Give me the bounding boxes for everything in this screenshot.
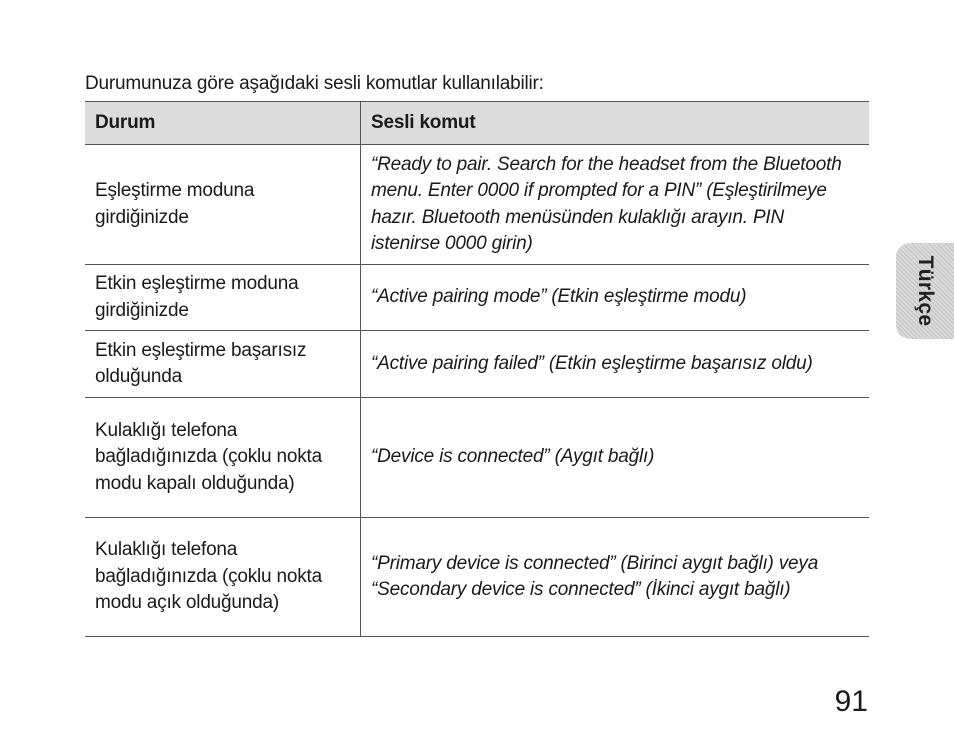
table-row (85, 265, 869, 331)
page-number: 91 (834, 685, 868, 718)
status-cell: Etkin eşleştirme başarısız olduğunda (85, 331, 361, 398)
table-row (85, 398, 869, 518)
command-cell: “Device is connected” (Aygıt bağlı) (361, 398, 870, 518)
command-cell: “Active pairing mode” (Etkin eşleştirme modu) (361, 265, 870, 331)
table-row (85, 331, 869, 398)
intro-text: Durumunuza göre aşağıdaki sesli komutlar kullanılabilir: (85, 73, 544, 94)
table-row (85, 518, 869, 637)
table-row (85, 145, 869, 265)
table-body (85, 145, 869, 637)
status-cell: Eşleştirme moduna girdiğinizde (85, 145, 361, 265)
command-cell: “Primary device is connected” (Birinci aygıt bağlı) veya “Secondary device is connected” (İkinci aygıt bağlı) (361, 518, 870, 637)
status-cell: Etkin eşleştirme moduna girdiğinizde (85, 265, 361, 331)
table-header (85, 102, 869, 145)
language-side-tab (896, 243, 954, 339)
header-row (85, 102, 869, 145)
column-header-status: Durum (85, 102, 361, 145)
voice-command-table (85, 101, 869, 637)
command-cell: “Active pairing failed” (Etkin eşleştirme başarısız oldu) (361, 331, 870, 398)
command-cell: “Ready to pair. Search for the headset from the Bluetooth menu. Enter 0000 if prompted for a PIN” (Eşleştirilmeye hazır. Bluetooth menüsünden kulaklığı arayın. PIN istenirse 0000 girin) (361, 145, 870, 265)
status-cell: Kulaklığı telefona bağladığınızda (çoklu nokta modu açık olduğunda) (85, 518, 361, 637)
column-header-command: Sesli komut (361, 102, 870, 145)
language-tab-label: Türkçe (914, 255, 937, 327)
status-cell: Kulaklığı telefona bağladığınızda (çoklu nokta modu kapalı olduğunda) (85, 398, 361, 518)
